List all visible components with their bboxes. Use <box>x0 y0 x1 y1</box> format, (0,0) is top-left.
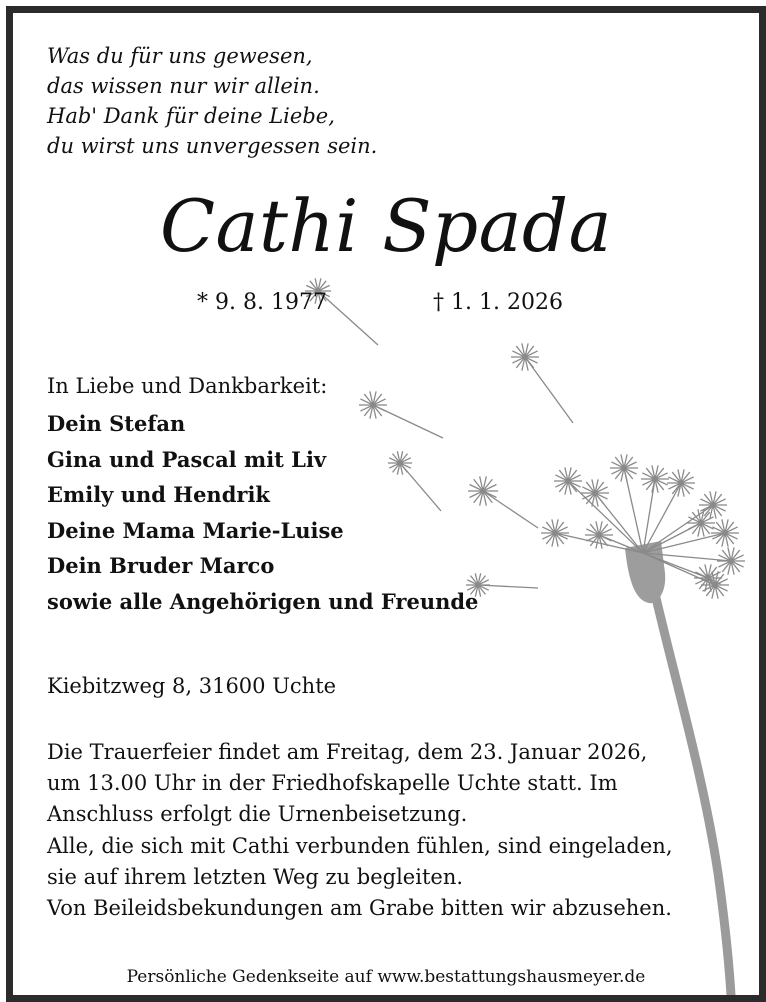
poem-line: du wirst uns unvergessen sein. <box>47 134 378 158</box>
poem-line: Hab' Dank für deine Liebe, <box>47 104 335 128</box>
mourner: sowie alle Angehörigen und Freunde <box>47 588 479 614</box>
mourner: Deine Mama Marie-Luise <box>47 517 344 543</box>
poem <box>47 41 377 161</box>
poem-line: Was du für uns gewesen, <box>47 44 313 68</box>
mourners-intro: In Liebe und Dankbarkeit: <box>47 374 328 398</box>
address: Kiebitzweg 8, 31600 Uchte <box>47 674 337 698</box>
birth-date: * 9. 8. 1977 <box>197 290 327 315</box>
mourner: Gina und Pascal mit Liv <box>47 446 327 472</box>
memorial-page-link[interactable]: Persönliche Gedenkseite auf www.bestattungshausmeyer.de <box>126 967 646 987</box>
mourner: Emily und Hendrik <box>47 482 270 507</box>
invitation-paragraph: Alle, die sich mit Cathi verbunden fühlen, sind eingeladen, sie auf ihrem letzten Weg zu begleiten. <box>47 834 673 889</box>
mourner: Dein Stefan <box>47 411 186 436</box>
mourners-list <box>47 406 478 619</box>
mourner: Dein Bruder Marco <box>47 553 275 578</box>
ceremony-paragraph: Die Trauerfeier findet am Freitag, dem 23. Januar 2026, um 13.00 Uhr in der Friedhofskapelle Uchte statt. Im Anschluss erfolgt die Urnenbeisetzung. <box>47 740 648 826</box>
poem-line: das wissen nur wir allein. <box>47 74 320 98</box>
condolence-paragraph: Von Beileidsbekundungen am Grabe bitten wir abzusehen. <box>47 896 672 920</box>
obituary-frame <box>6 6 766 1002</box>
deceased-name: Cathi Spada <box>159 184 613 268</box>
death-date: † 1. 1. 2026 <box>433 290 563 315</box>
